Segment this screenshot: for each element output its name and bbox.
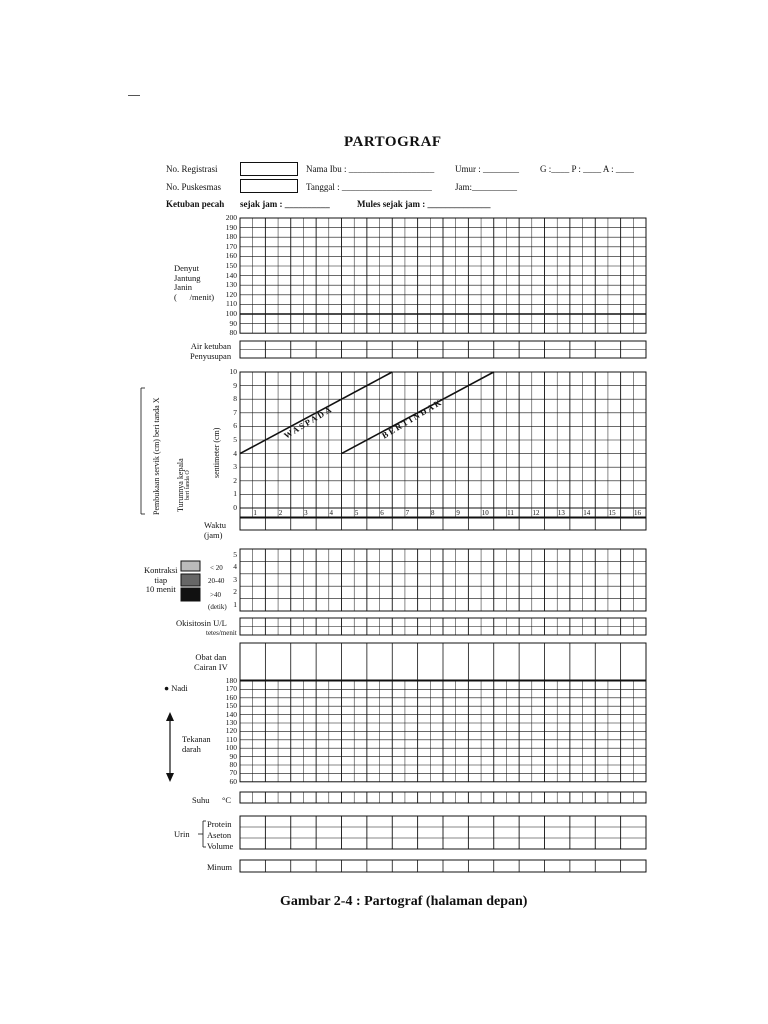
hour-label: 6 bbox=[380, 509, 384, 517]
bp-tick: 130 bbox=[225, 718, 237, 727]
bp-tick: 140 bbox=[225, 709, 237, 719]
djj-tick: 90 bbox=[229, 318, 237, 328]
urin-label: Urin bbox=[174, 829, 190, 839]
cervix-tick: 9 bbox=[233, 380, 237, 390]
bp-tick: 110 bbox=[226, 734, 237, 744]
minum-label: Minum bbox=[207, 862, 233, 872]
beri-tanda-o-label: beri tanda O bbox=[185, 470, 191, 500]
bp-tick: 100 bbox=[225, 743, 237, 753]
bp-tick: 170 bbox=[225, 684, 237, 694]
ketuban-pecah-label: Ketuban pecah bbox=[166, 199, 225, 209]
djj-tick: 80 bbox=[229, 328, 237, 338]
bp-tick: 160 bbox=[225, 692, 237, 702]
gpa-field[interactable]: G :____ P : ____ A : ____ bbox=[540, 164, 634, 174]
djj-tick: 130 bbox=[225, 280, 237, 290]
pembukaan-label: Pembukaan servik (cm) beri tanda X bbox=[152, 397, 161, 515]
tekanan-label: Tekanan darah bbox=[182, 734, 211, 754]
waktu-label: Waktu (jam) bbox=[204, 520, 226, 540]
bp-tick: 60 bbox=[229, 776, 237, 786]
urin-aseton-label: Aseton bbox=[207, 830, 232, 840]
djj-tick: 120 bbox=[225, 289, 237, 299]
hour-label: 8 bbox=[431, 509, 435, 517]
cervix-tick: 5 bbox=[233, 435, 237, 444]
hour-label: 5 bbox=[354, 509, 359, 517]
bp-tick: 80 bbox=[229, 760, 237, 769]
djj-tick: 150 bbox=[225, 261, 237, 270]
tanggal-field[interactable]: Tanggal : ____________________ bbox=[306, 182, 432, 192]
cervix-tick: 0 bbox=[233, 503, 237, 512]
cervix-tick: 6 bbox=[233, 421, 237, 431]
mules-field[interactable]: Mules sejak jam : ______________ bbox=[357, 199, 491, 209]
legend-hatched bbox=[181, 574, 200, 586]
djj-label: Denyut Jantung Janin ( /menit) bbox=[174, 263, 215, 302]
detik-label: (detik) bbox=[208, 603, 227, 611]
hour-label: 16 bbox=[634, 509, 641, 517]
cervix-tick: 8 bbox=[233, 394, 237, 404]
cervix-tick: 7 bbox=[233, 407, 237, 417]
hour-label: 3 bbox=[304, 509, 308, 517]
hour-label: 1 bbox=[253, 509, 257, 517]
cervix-tick: 3 bbox=[233, 462, 237, 472]
hour-label: 2 bbox=[278, 509, 283, 517]
kontraksi-tick: 3 bbox=[233, 574, 237, 584]
urin-volume-label: Volume bbox=[207, 841, 234, 851]
jam-field[interactable]: Jam:__________ bbox=[455, 182, 517, 192]
legend-dotted bbox=[181, 561, 200, 571]
bertindak-text: BERTINDAK bbox=[380, 396, 445, 441]
sentimeter-label: sentimeter (cm) bbox=[212, 427, 221, 478]
umur-field[interactable]: Umur : ________ bbox=[455, 164, 519, 174]
sejak-jam-field[interactable]: sejak jam : __________ bbox=[240, 199, 330, 209]
cervix-tick: 4 bbox=[233, 448, 237, 458]
djj-tick: 200 bbox=[225, 213, 237, 222]
djj-tick: 190 bbox=[225, 222, 237, 232]
bp-tick: 180 bbox=[225, 676, 237, 685]
hour-label: 15 bbox=[608, 509, 616, 517]
kontraksi-tick: 4 bbox=[233, 562, 237, 572]
legend-solid bbox=[181, 588, 200, 601]
hour-label: 7 bbox=[405, 509, 410, 517]
obat-label: Obat dan Cairan IV bbox=[194, 652, 228, 672]
djj-tick: 180 bbox=[225, 232, 237, 242]
hour-label: 9 bbox=[456, 509, 460, 517]
page-title: PARTOGRAF bbox=[344, 134, 442, 150]
bp-tick: 150 bbox=[225, 701, 237, 711]
kontraksi-label: Kontraksi tiap 10 menit bbox=[144, 565, 178, 594]
figure-caption: Gambar 2-4 : Partograf (halaman depan) bbox=[280, 894, 528, 909]
oksitosin-label: Okisitosin U/L bbox=[176, 618, 227, 628]
cervix-tick: 10 bbox=[229, 367, 237, 376]
kontraksi-tick: 1 bbox=[233, 599, 237, 609]
hour-label: 11 bbox=[507, 509, 514, 517]
kontraksi-legend-20-40: 20-40 bbox=[208, 577, 225, 585]
djj-tick: 140 bbox=[225, 270, 237, 280]
urin-protein-label: Protein bbox=[207, 819, 232, 829]
bp-tick: 120 bbox=[225, 726, 237, 736]
djj-tick: 170 bbox=[225, 241, 237, 251]
air-ketuban-label: Air ketuban Penyusupan bbox=[190, 341, 232, 361]
nadi-text: Nadi bbox=[171, 683, 188, 693]
kontraksi-legend-gt40: >40 bbox=[210, 591, 221, 599]
hour-label: 4 bbox=[329, 509, 333, 517]
suhu-label: Suhu bbox=[192, 795, 210, 805]
kontraksi-tick: 5 bbox=[233, 550, 237, 559]
hour-label: 12 bbox=[532, 509, 540, 517]
hour-label: 14 bbox=[583, 509, 591, 517]
cervix-tick: 2 bbox=[233, 475, 237, 485]
hour-label: 13 bbox=[557, 509, 565, 517]
bp-tick: 70 bbox=[229, 768, 237, 778]
kontraksi-legend-lt20: < 20 bbox=[210, 564, 223, 572]
cervix-tick: 1 bbox=[233, 489, 237, 499]
waspada-text: WASPADA bbox=[282, 403, 335, 441]
suhu-unit: °C bbox=[222, 795, 232, 805]
djj-tick: 100 bbox=[225, 309, 237, 318]
hour-label: 10 bbox=[481, 509, 489, 517]
nama-ibu-field[interactable]: Nama Ibu : ___________________ bbox=[306, 164, 435, 174]
turunnya-label: Turunnya kepala bbox=[176, 458, 185, 512]
djj-tick: 110 bbox=[226, 299, 237, 309]
nadi-dot-icon: ● bbox=[164, 683, 170, 693]
djj-tick: 160 bbox=[225, 251, 237, 261]
no-puskesmas-label: No. Puskesmas bbox=[166, 182, 222, 192]
bp-tick: 90 bbox=[229, 751, 237, 761]
no-registrasi-label: No. Registrasi bbox=[166, 164, 218, 174]
tetes-label: tetes/menit bbox=[206, 629, 237, 637]
kontraksi-tick: 2 bbox=[233, 587, 237, 597]
